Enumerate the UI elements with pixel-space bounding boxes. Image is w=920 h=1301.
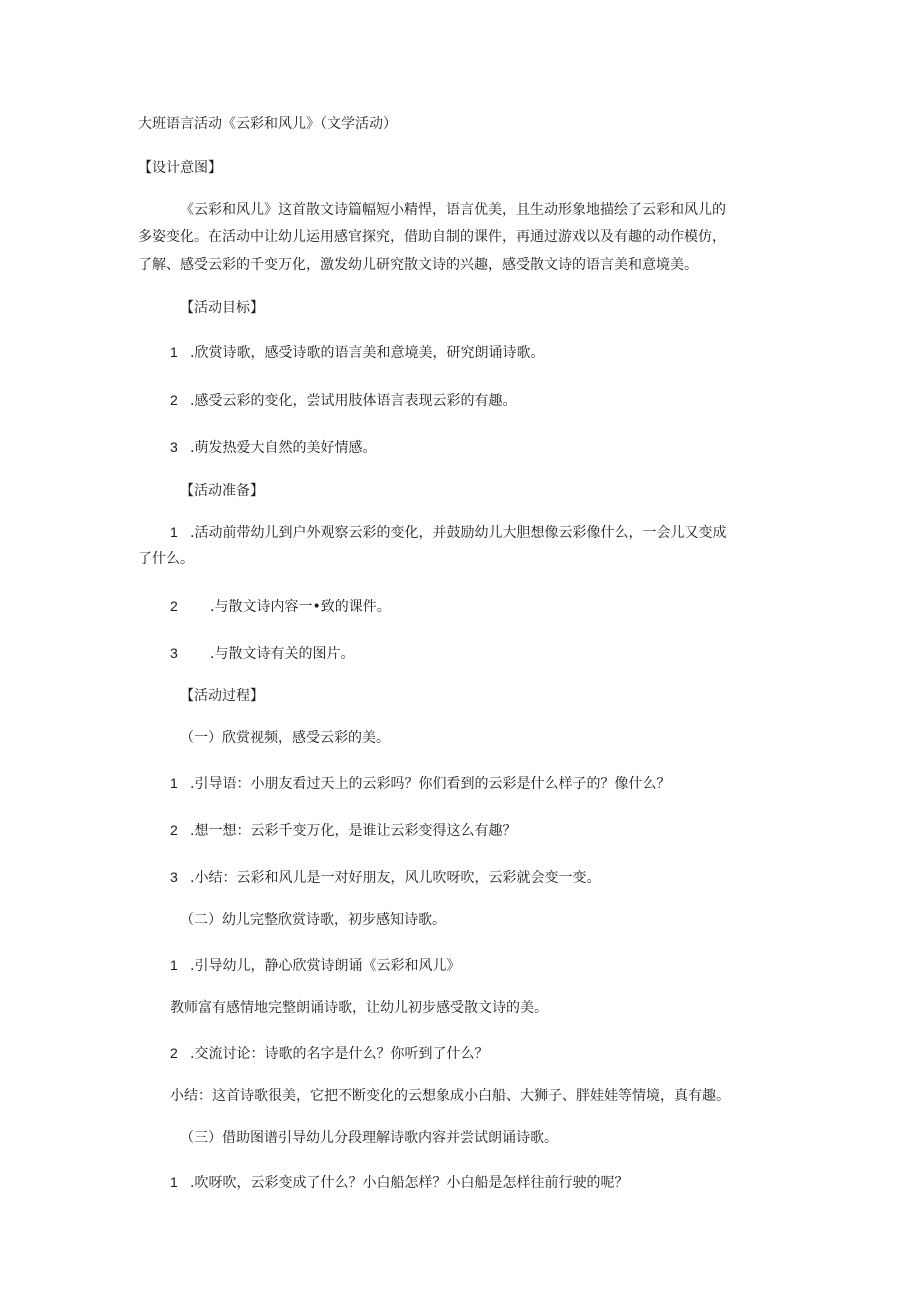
process-part-2-item-1 — [170, 955, 460, 976]
teacher-recitation-line: 教师富有感情地完整朗诵诗歌，让幼儿初步感受散文诗的美。 — [170, 1000, 548, 1016]
preparation-number: 1 — [170, 524, 178, 540]
process-text: .吹呀吹，云彩变成了什么？小白船怎样？小白船是怎样往前行驶的呢？ — [190, 1175, 629, 1191]
process-part-2-title: （二）幼儿完整欣赏诗歌，初步感知诗歌。 — [180, 912, 446, 928]
process-number: 3 — [170, 869, 178, 885]
design-intent-heading: 【设计意图】 — [138, 160, 222, 176]
preparation-item-1 — [170, 522, 726, 543]
preparation-text: .与散文诗内容一•致的课件。 — [210, 599, 391, 615]
design-intent-line-3: 了解、感受云彩的千变万化，激发幼儿研究散文诗的兴趣，感受散文诗的语言美和意境美。 — [138, 257, 698, 273]
process-heading: 【活动过程】 — [180, 688, 264, 704]
goals-heading: 【活动目标】 — [180, 300, 264, 316]
process-text: .想一想：云彩千变万化，是谁让云彩变得这么有趣？ — [190, 823, 517, 839]
goal-text: .萌发热爱大自然的美好情感。 — [190, 440, 377, 456]
process-number: 2 — [170, 822, 178, 838]
preparation-number: 2 — [170, 598, 178, 614]
goal-text: .欣赏诗歌，感受诗歌的语言美和意境美，研究朗诵诗歌。 — [190, 345, 545, 361]
process-text: .引导幼儿，静心欣赏诗朗诵《云彩和风儿》 — [190, 958, 461, 974]
preparation-text: .与散文诗有关的图片。 — [210, 646, 355, 662]
goal-item-3 — [170, 437, 376, 458]
design-intent-line-2: 多姿变化。在活动中让幼儿运用感官探究，借助自制的课件，再通过游戏以及有趣的动作模仿， — [138, 229, 726, 245]
process-text: .小结：云彩和风儿是一对好朋友，风儿吹呀吹，云彩就会变一变。 — [190, 870, 601, 886]
goal-number: 2 — [170, 392, 178, 408]
design-intent-line-1: 《云彩和风儿》这首散文诗篇幅短小精悍，语言优美，且生动形象地描绘了云彩和风儿的 — [180, 202, 726, 218]
process-part-1-item-3 — [170, 867, 600, 888]
process-text: .交流讨论：诗歌的名字是什么？你听到了什么？ — [190, 1046, 489, 1062]
process-part-2-item-2 — [170, 1043, 488, 1064]
preparation-heading: 【活动准备】 — [180, 483, 264, 499]
process-number: 1 — [170, 1174, 178, 1190]
preparation-item-2 — [170, 596, 391, 617]
preparation-text: .活动前带幼儿到户外观察云彩的变化，并鼓励幼儿大胆想像云彩像什么，一会儿又变成 — [190, 525, 727, 541]
process-part-1-item-2 — [170, 820, 516, 841]
preparation-item-3 — [170, 643, 354, 664]
goal-number: 1 — [170, 344, 178, 360]
process-part-1-title: （一）欣赏视频，感受云彩的美。 — [180, 730, 390, 746]
preparation-item-1-continued: 了什么。 — [138, 551, 194, 567]
preparation-number: 3 — [170, 645, 178, 661]
process-part-2-summary: 小结：这首诗歌很美，它把不断变化的云想象成小白船、大狮子、胖娃娃等情境，真有趣。 — [170, 1088, 730, 1104]
process-number: 1 — [170, 775, 178, 791]
goal-text: .感受云彩的变化，尝试用肢体语言表现云彩的有趣。 — [190, 393, 517, 409]
process-part-1-item-1 — [170, 773, 670, 794]
process-part-3-title: （三）借助图谱引导幼儿分段理解诗歌内容并尝试朗诵诗歌。 — [180, 1130, 558, 1146]
goal-number: 3 — [170, 439, 178, 455]
process-number: 2 — [170, 1045, 178, 1061]
goal-item-1 — [170, 342, 544, 363]
goal-item-2 — [170, 390, 516, 411]
process-number: 1 — [170, 957, 178, 973]
document-title: 大班语言活动《云彩和风儿》（文学活动） — [138, 116, 397, 132]
process-text: .引导语：小朋友看过天上的云彩吗？你们看到的云彩是什么样子的？像什么？ — [190, 776, 671, 792]
process-part-3-item-1 — [170, 1172, 628, 1193]
